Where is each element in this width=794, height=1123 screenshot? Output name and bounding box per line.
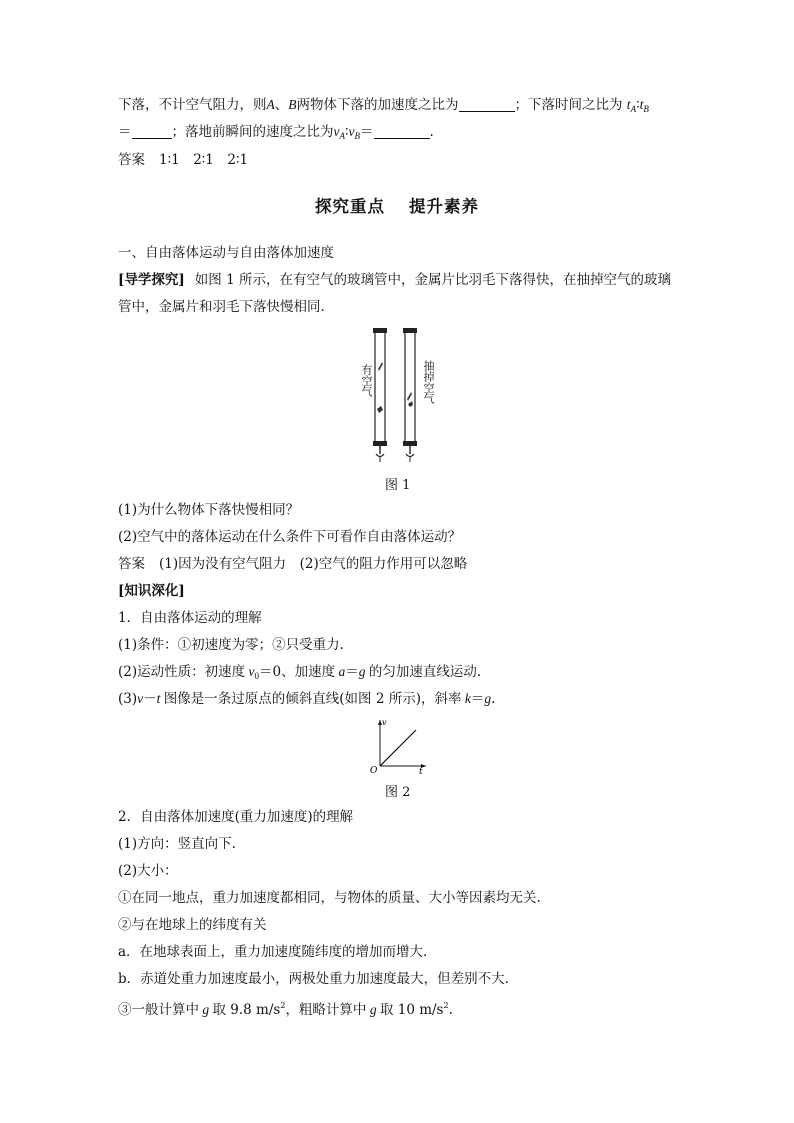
intro-answer	[118, 150, 248, 170]
text: ＝	[360, 124, 374, 140]
colon: ∶	[345, 124, 349, 140]
var-v: v	[348, 124, 355, 139]
var-v: v	[333, 124, 340, 139]
answer-blank-3[interactable]	[374, 124, 430, 139]
answer-text: 1∶1 2∶1 2∶1	[159, 152, 249, 168]
answer-blank-1[interactable]	[459, 97, 515, 112]
knowledge-2-item-1: (1)方向：竖直向下.	[118, 836, 236, 852]
var-t: t	[639, 97, 644, 112]
deepen-label: [知识深化]	[118, 583, 185, 599]
text: 下落，不计空气阻力，则	[118, 97, 267, 113]
tube-vacuum	[403, 328, 417, 462]
text: 取 9.8 m/s	[212, 1002, 281, 1018]
guide-line-2: 管中，金属片和羽毛下落快慢相同.	[118, 299, 325, 315]
origin-label: O	[370, 766, 378, 776]
knowledge-1-item-2: (2)运动性质：初速度 $v_0=0$、加速度 a＝g 的匀加速直线运动.	[118, 664, 482, 681]
vt-line	[380, 730, 416, 766]
knowledge-2-title: 2．自由落体加速度(重力加速度)的理解	[118, 809, 354, 825]
knowledge-2-a: a．在地球表面上，重力加速度随纬度的增加而增大.	[118, 944, 428, 960]
text: ，粗略计算中	[285, 1002, 367, 1018]
text: ；下落时间之比为	[514, 97, 623, 113]
var-a: A	[266, 97, 275, 112]
text: ；落地前瞬间的速度之比为	[171, 124, 334, 140]
knowledge-1-item-3: (3)v－t 图像是一条过原点的倾斜直线(如图 2 所示)，斜率 k＝g.	[118, 691, 496, 707]
answer-label: 答案	[118, 556, 145, 572]
question-2: (2)空气中的落体运动在什么条件下可看作自由落体运动？	[118, 529, 462, 545]
figure-1-caption: 图 1	[385, 478, 411, 493]
text: 两物体下落的加速度之比为	[296, 97, 459, 113]
var-t: t	[626, 97, 631, 112]
section-title	[0, 193, 794, 217]
text: ＝	[118, 124, 132, 140]
text: 的匀加速直线运动.	[368, 664, 482, 680]
part1-answer	[118, 554, 467, 574]
answer-label: 答案	[118, 152, 145, 168]
knowledge-1-item-1: (1)条件：①初速度为零；②只受重力.	[118, 637, 344, 653]
part1-heading: 一、自由落体运动与自由落体加速度	[118, 245, 334, 261]
intro-line-2: ＝ ；落地前瞬间的速度之比为$v_A∶v_B=$ .	[118, 124, 434, 141]
knowledge-2-circle-2: ②与在地球上的纬度有关	[118, 917, 267, 933]
text: 、	[274, 97, 289, 113]
var-b: B	[288, 97, 297, 112]
figure-2-caption: 图 2	[385, 785, 411, 800]
text: 图像是一条过原点的倾斜直线(如图 2 所示)，斜率	[163, 691, 462, 707]
guide-label: [导学探究]	[118, 272, 185, 288]
fig1-left-label: 有空气	[360, 364, 373, 397]
colon: ∶	[636, 97, 640, 113]
knowledge-2-item-2: (2)大小：	[118, 863, 178, 879]
tube-with-air	[373, 328, 387, 462]
text: ③一般计算中	[118, 1002, 199, 1018]
text: 取 10 m/s	[379, 1002, 444, 1018]
answer-text: (1)因为没有空气阻力 (2)空气的阻力作用可以忽略	[159, 556, 468, 572]
answer-blank-2[interactable]	[132, 124, 172, 139]
text: .	[429, 124, 434, 140]
guide-line-1	[118, 270, 671, 290]
section-title-part-2: 提升素养	[409, 197, 479, 216]
intro-line-1: 下落，不计空气阻力，则A、B两物体下落的加速度之比为 ；下落时间之比为 $t_A∶t_B$	[118, 97, 649, 114]
fig1-right-label: 抽掉空气	[422, 360, 435, 404]
figure-2-vt-graph	[366, 716, 430, 776]
knowledge-2-circle-3: ③一般计算中 g 取 9.8 $m/s^2$，粗略计算中 g 取 10 $m/s^2$.	[118, 1001, 453, 1018]
text: (3)	[118, 691, 138, 707]
text: (2)运动性质：初速度	[118, 664, 246, 680]
knowledge-1-title: 1．自由落体运动的理解	[118, 610, 262, 626]
text: .	[448, 1002, 453, 1018]
question-1: (1)为什么物体下落快慢相同？	[118, 502, 300, 518]
t-axis-label: t	[419, 767, 423, 776]
guide-text: 如图 1 所示，在有空气的玻璃管中，金属片比羽毛下落得快，在抽掉空气的玻璃	[194, 272, 671, 288]
text: ＝0、加速度	[259, 664, 336, 680]
knowledge-2-circle-1: ①在同一地点，重力加速度都相同，与物体的质量、大小等因素均无关.	[118, 890, 541, 906]
v-axis-label: v	[382, 718, 387, 727]
section-title-part-1: 探究重点	[315, 197, 385, 216]
knowledge-2-b: b．赤道处重力加速度最小，两极处重力加速度最大，但差别不大.	[118, 971, 509, 987]
